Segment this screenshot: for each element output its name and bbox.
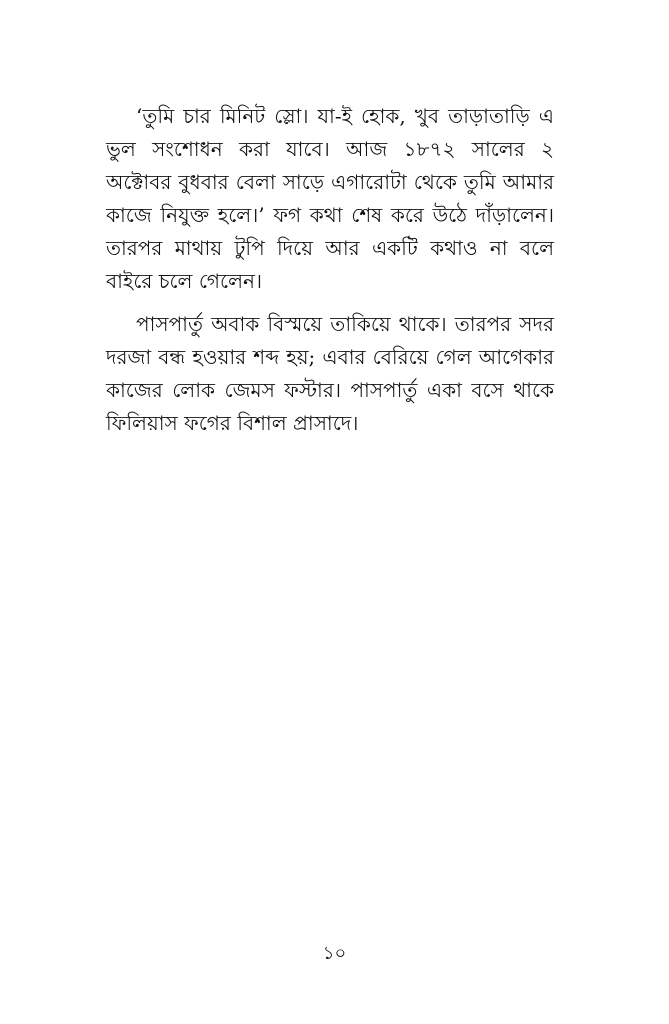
paragraph-2: পাসপার্তু অবাক বিস্ময়ে তাকিয়ে থাকে। তারপর সদর দরজা বন্ধ হওয়ার শব্দ হয়; এবার বেরিয়ে গেল আগেকার কাজের লোক জেমস ফস্টার। পাসপার্তু একা বসে থাকে ফিলিয়াস ফগের বিশাল প্রাসাদে। (106, 312, 554, 435)
page-number: ১০ (322, 943, 347, 964)
paragraph-1: ‘তুমি চার মিনিট স্লো। যা-ই হোক, খুব তাড়াতাড়ি এ ভুল সংশোধন করা যাবে। আজ ১৮৭২ সালের ২ অক্টোবর বুধবার বেলা সাড়ে এগারোটা থেকে তুমি আমার কাজে নিযুক্ত হলে।’ ফগ কথা শেষ করে উঠে দাঁড়ালেন। তারপর মাথায় টুপি দিয়ে আর একটি কথাও না বলে বাইরে চলে গেলেন। (106, 104, 554, 293)
body-text (106, 100, 554, 450)
